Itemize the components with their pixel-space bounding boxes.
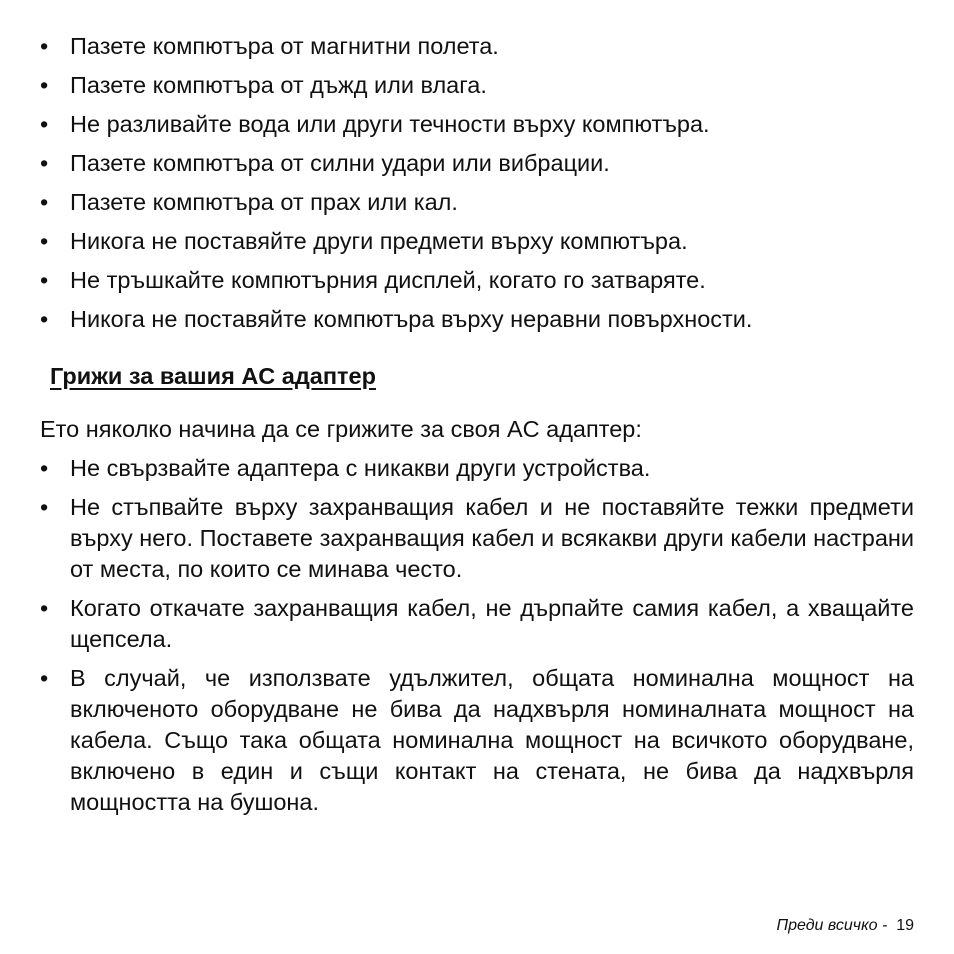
list-item-text: Пазете компютъра от дъжд или влага.: [70, 72, 487, 98]
bullet-icon: •: [40, 665, 49, 691]
list-item: [40, 226, 914, 257]
bullet-icon: •: [40, 72, 49, 98]
list-item-text: Не стъпвайте върху захранващия кабел и не поставяйте тежки предмети върху него. Поставете захранващия кабел и всякакви други кабели настрани от места, по които се минава често.: [70, 494, 914, 582]
list-item-text: Не разливайте вода или други течности върху компютъра.: [70, 111, 710, 137]
list-item: [40, 304, 914, 335]
precautions-list: [40, 31, 914, 335]
list-item: [40, 492, 914, 585]
list-item: [40, 31, 914, 62]
list-item-text: Никога не поставяйте компютъра върху неравни повърхности.: [70, 306, 753, 332]
bullet-icon: •: [40, 595, 49, 621]
bullet-icon: •: [40, 267, 49, 293]
list-item-text: Не свързвайте адаптера с никакви други устройства.: [70, 455, 651, 481]
list-item-text: Когато откачате захранващия кабел, не дърпайте самия кабел, а хващайте щепсела.: [70, 595, 914, 652]
bullet-icon: •: [40, 111, 49, 137]
list-item: [40, 453, 914, 484]
list-item-text: Пазете компютъра от прах или кал.: [70, 189, 458, 215]
bullet-icon: •: [40, 33, 49, 59]
bullet-icon: •: [40, 306, 49, 332]
list-item-text: В случай, че използвате удължител, общата номинална мощност на включеното оборудване не бива да надхвърля номиналната мощност на кабела. Също така общата номинална мощност на всичкото оборудване, включено в един и същи контакт на стената, не бива да надхвърля мощността на бушона.: [70, 665, 914, 815]
list-item: [40, 187, 914, 218]
list-item: [40, 70, 914, 101]
list-item-text: Никога не поставяйте други предмети върху компютъра.: [70, 228, 688, 254]
page-footer: [777, 916, 915, 936]
list-item-text: Не тръшкайте компютърния дисплей, когато го затваряте.: [70, 267, 706, 293]
bullet-icon: •: [40, 228, 49, 254]
bullet-icon: •: [40, 150, 49, 176]
page-number: 19: [896, 917, 914, 934]
list-item: [40, 663, 914, 818]
adapter-care-list: [40, 453, 914, 818]
bullet-icon: •: [40, 189, 49, 215]
list-item-text: Пазете компютъра от магнитни полета.: [70, 33, 499, 59]
list-item: [40, 148, 914, 179]
footer-chapter-label: Преди всичко -: [776, 917, 888, 934]
document-page: [40, 31, 914, 826]
section-heading: Грижи за вашия AC адаптер: [50, 363, 376, 389]
bullet-icon: •: [40, 494, 49, 520]
list-item: [40, 593, 914, 655]
list-item: [40, 265, 914, 296]
section-intro: Ето няколко начина да се грижите за своя AC адаптер:: [40, 416, 642, 442]
bullet-icon: •: [40, 455, 49, 481]
list-item-text: Пазете компютъра от силни удари или вибрации.: [70, 150, 610, 176]
list-item: [40, 109, 914, 140]
